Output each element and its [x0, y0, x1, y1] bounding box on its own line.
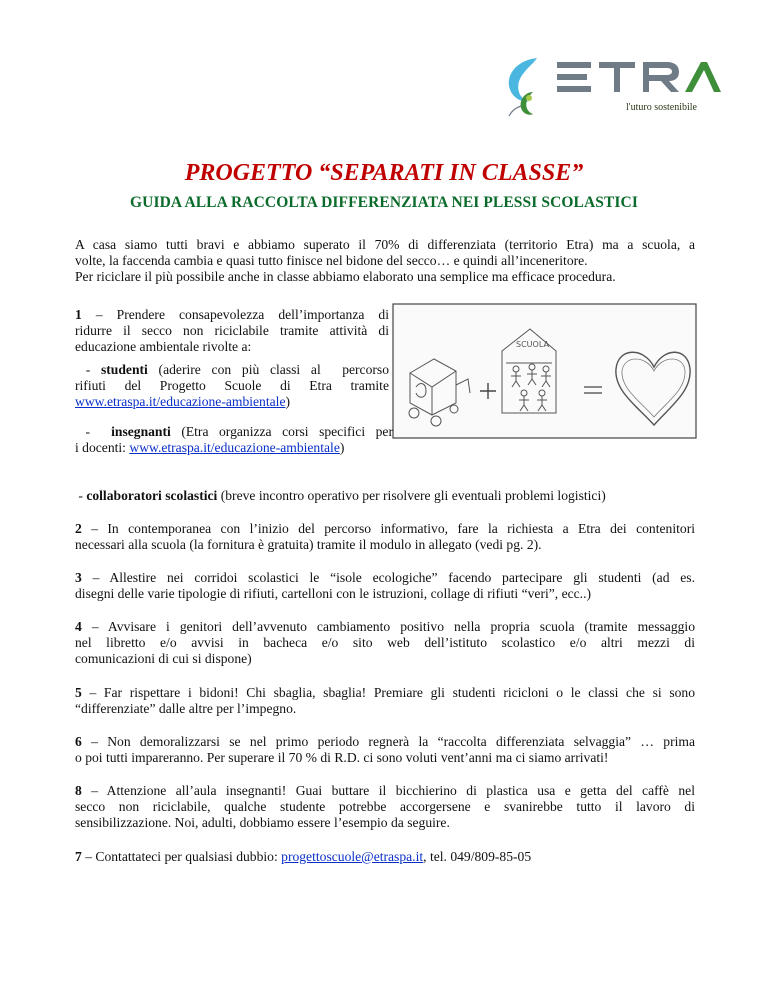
step-8: 8 – Attenzione all’aula insegnanti! Guai buttare il bicchierino di plastica usa e getta del caffè nel secco non riciclabile, qualche studente potrebbe accorgersene e svanirebbe tutto il lavoro di sensibilizzazione. Noi, adulti, dobbiamo essere l’esempio da seguire. [75, 783, 695, 830]
step-6: 6 – Non demoralizzarsi se nel primo periodo regnerà la “raccolta differenziata selvaggia” … prima o poi tutti impareranno. Per superare il 70 % di R.D. ci sono voluti vent’anni ma ci siamo arrivati! [75, 734, 695, 765]
step-number: 4 [75, 619, 82, 634]
audience-label: insegnanti [111, 424, 171, 439]
step-number: 5 [75, 685, 82, 700]
page-subtitle: GUIDA ALLA RACCOLTA DIFFERENZIATA NEI PLESSI SCOLASTICI [130, 194, 638, 211]
students-bullet: - studenti (aderire con più classi al percorso rifiuti del Progetto Scuole di Etra tramite www.etraspa.it/educazione-ambientale) [75, 362, 389, 409]
intro-paragraph [75, 237, 695, 285]
etra-wordmark [555, 60, 721, 94]
intro-line: Per riciclare il più possibile anche in classe abbiamo elaborato una semplice ma efficace procedura. [75, 269, 616, 284]
leaf-drop-icon [503, 52, 549, 118]
contact-email-link[interactable]: progettoscuole@etraspa.it [281, 849, 424, 864]
step-5: 5 – Far rispettare i bidoni! Chi sbaglia, sbaglia! Premiare gli studenti ricicloni o le classi che si sono “differenziate” dalle altre per l’impegno. [75, 685, 695, 716]
audience-label: collaboratori scolastici [86, 488, 218, 503]
hand-drawn-sketch [392, 303, 697, 439]
step-number: 1 [75, 307, 82, 322]
step-3: 3 – Allestire nei corridoi scolastici le “isole ecologiche” facendo partecipare gli studenti (ad es. disegni delle varie tipologie di rifiuti, cartelloni con le istruzioni, collage di rifiuti “veri”, ecc..) [75, 570, 695, 601]
step-1: 1 – Prendere consapevolezza dell’importanza di ridurre il secco non riciclabile tramite attività di educazione ambientale rivolte a: [75, 307, 389, 354]
step-number: 3 [75, 570, 82, 585]
staff-bullet: - collaboratori scolastici (breve incontro operativo per risolvere gli eventuali problemi logistici) [75, 488, 606, 503]
step-number: 6 [75, 734, 82, 749]
educazione-ambientale-link[interactable]: www.etraspa.it/educazione-ambientale [129, 440, 340, 455]
audience-label: studenti [100, 362, 148, 377]
educazione-ambientale-link[interactable]: www.etraspa.it/educazione-ambientale [75, 394, 286, 409]
step-4: 4 – Avvisare i genitori dell’avvenuto cambiamento positivo nella propria scuola (tramite messaggio nel libretto e/o avvisi in bacheca e/o sito web dell’istituto scolastico e/o altri mezzi di comunicazioni di cui si dispone) [75, 619, 695, 666]
step-number: 8 [75, 783, 82, 798]
step-number: 2 [75, 521, 82, 536]
page-title: PROGETTO “SEPARATI IN CLASSE” [184, 160, 584, 186]
step-2: 2 – In contemporanea con l’inizio del percorso informativo, fare la richiesta a Etra dei contenitori necessari alla scuola (la fornitura è gratuita) tramite il modulo in allegato (vedi pg. 2). [75, 521, 695, 552]
teachers-bullet: - insegnanti (Etra organizza corsi specifici per i docenti: www.etraspa.it/educazione-ambientale) [75, 424, 393, 455]
step-7: 7 – Contattateci per qualsiasi dubbio: progettoscuole@etraspa.it, tel. 049/809-85-05 [75, 849, 532, 864]
step-number: 7 [75, 849, 82, 864]
school-label: SCUOLA [516, 340, 549, 349]
intro-line: volte, la faccenda cambia e quasi tutto finisce nel bidone del secco… e quindi all’inceneritore. [75, 253, 588, 268]
contact-phone: , tel. 049/809-85-05 [423, 849, 532, 864]
intro-line: A casa siamo tutti bravi e abbiamo superato il 70% di differenziata (territorio Etra) ma a scuola, a [75, 237, 695, 252]
logo-tagline: l'uturo sostenibile [626, 102, 697, 113]
